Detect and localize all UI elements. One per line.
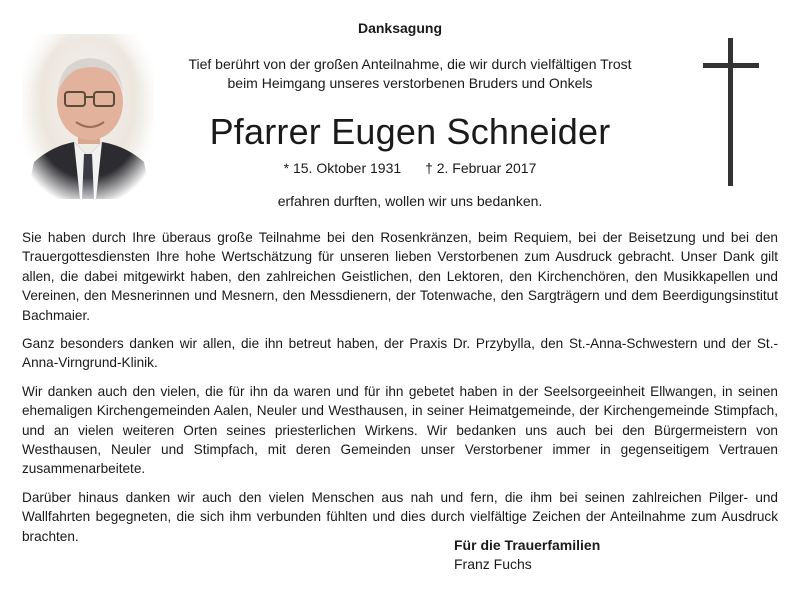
signature-org: Für die Trauerfamilien [454,537,601,553]
death-date: † 2. Februar 2017 [425,160,537,176]
intro-line-2: beim Heimgang unseres verstorbenen Bruders und Onkels [227,75,593,91]
paragraph: Darüber hinaus danken wir auch den vielen Menschen aus nah und fern, die ihm bei seinen zahlreichen Pilger- und Wallfahrten begegneten, die sich ihm verbunden fühlten und dies durch vielfältige Zeichen der Anteilnahme zum Ausdruck brachten. [22,489,778,544]
paragraph: Sie haben durch Ihre überaus große Teilnahme bei den Rosenkränzen, beim Requiem, bei der Beisetzung und bei den Trauergottesdiensten Ihre hohe Wertschätzung für unseren lieben Verstorbenen zum Ausdruck gebracht. Unser Dank gilt allen, die dabei mitgewirkt haben, den zahlreichen Geistlichen, den Lektoren, den Kirchenchören, den Musikkapellen und Vereinen, den Mesnerinnen und Mesnern, den Messdienern, der Totenwache, den Sargträgern und dem Beerdigungsinstitut Bachmaier. [22,230,778,323]
heading: Danksagung [357,20,442,36]
cross-icon [703,38,759,186]
paragraph: Wir danken auch den vielen, die für ihn da waren und für ihn gebetet haben in der Seelsorgeeinheit Ellwangen, in seinen ehemaligen Kirchengemeinden Aalen, Neuler und Westhausen, in seiner Heimatgemeinde, der Kirchengemeinde Stimpfach, und an vielen weiteren Orten seines priesterlichen Wirkens. Wir bedanken uns auch bei den Bürgermeistern von Westhausen, Neuler und Stimpfach, mit deren Gemeinden unser Verstorbener immer in gegenseitigem Vertrauen zusammenarbeitete. [22,383,778,477]
portrait-illustration [22,34,154,199]
body-text [22,228,778,555]
signature-person: Franz Fuchs [454,556,532,572]
intro-text [160,55,660,93]
signature [454,536,600,574]
birth-date: * 15. Oktober 1931 [283,160,402,176]
life-dates [160,160,660,176]
paragraph: Ganz besonders danken wir allen, die ihn betreut haben, der Praxis Dr. Przybylla, den St.-Anna-Schwestern und der St.-Anna-Virngrund-Klinik. [22,336,778,371]
intro-line-1: Tief berührt von der großen Anteilnahme, die wir durch vielfältigen Trost [188,56,632,72]
deceased-name: Pfarrer Eugen Schneider [209,111,611,152]
portrait-photo [22,34,154,199]
closing-line: erfahren durften, wollen wir uns bedanken. [277,193,543,209]
